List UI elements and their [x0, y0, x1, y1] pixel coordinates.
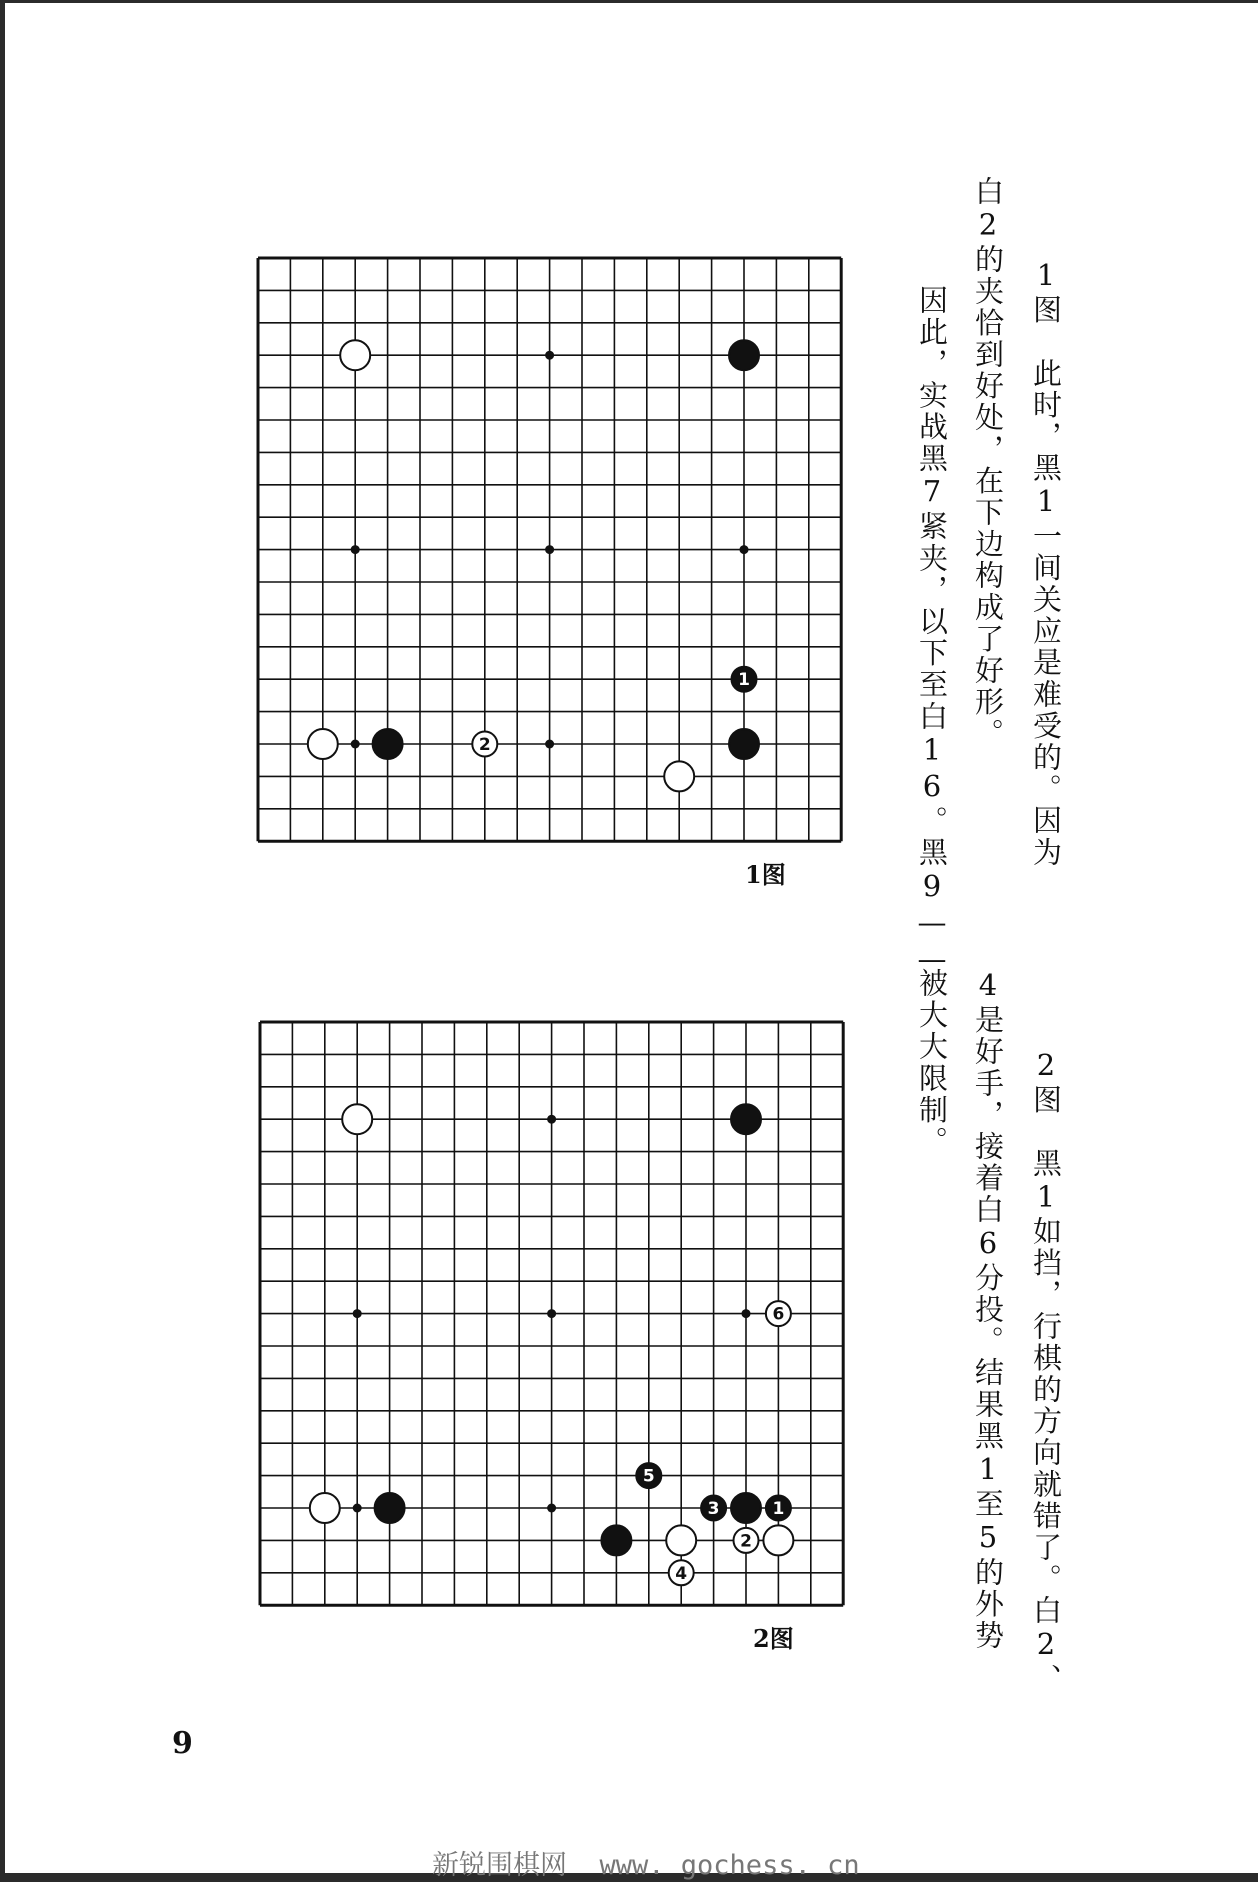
page-number: 9	[172, 1726, 193, 1761]
white-stone	[340, 340, 370, 370]
star-point	[547, 1115, 556, 1124]
white-stone	[342, 1104, 372, 1134]
star-point	[545, 740, 554, 749]
star-point	[351, 545, 360, 554]
commentary-line: 因此，实战黑7紧夹，以下至白16。黑9——	[915, 285, 949, 979]
diagram-caption-2: 2图	[753, 1624, 794, 1653]
white-stone	[763, 1525, 793, 1555]
white-stone	[664, 761, 694, 791]
diagram-caption-1: 1图	[745, 860, 786, 889]
commentary-line: 2图 黑1如挡，行棋的方向就错了。白2、	[1029, 1048, 1063, 1695]
move-number: 1	[738, 670, 750, 691]
white-stone	[472, 732, 497, 757]
commentary-line: 4是好手，接着白6分投。结果黑1至5的外势	[971, 968, 1005, 1652]
move-number: 6	[772, 1304, 785, 1325]
star-point	[740, 545, 749, 554]
white-stone	[666, 1525, 696, 1555]
star-point	[545, 351, 554, 360]
black-stone	[701, 1496, 726, 1521]
black-stone	[731, 1493, 761, 1523]
go-board-diagram-2	[258, 1020, 848, 1610]
white-stone	[308, 729, 338, 759]
white-stone	[669, 1560, 694, 1585]
move-number: 2	[478, 735, 491, 755]
black-stone	[731, 1104, 761, 1134]
move-number: 5	[642, 1466, 655, 1487]
white-stone	[310, 1493, 340, 1523]
star-point	[547, 1504, 556, 1513]
star-point	[545, 545, 554, 554]
star-point	[351, 740, 360, 749]
commentary-line: 白2的夹恰到好处，在下边构成了好形。	[971, 176, 1005, 750]
black-stone	[375, 1493, 405, 1523]
watermark-footer: 新锐围棋网 www. gochess. cn	[432, 1850, 860, 1881]
black-stone	[729, 729, 759, 759]
black-stone	[373, 729, 403, 759]
move-number: 4	[675, 1563, 688, 1584]
move-number: 2	[740, 1531, 752, 1552]
go-board-diagram-1	[256, 256, 846, 846]
move-number: 1	[772, 1499, 785, 1519]
commentary-line: 被大大限制。	[915, 968, 949, 1158]
black-stone	[732, 667, 757, 692]
move-number: 3	[707, 1499, 720, 1519]
star-point	[742, 1309, 751, 1318]
white-stone	[766, 1301, 791, 1326]
white-stone	[734, 1528, 759, 1553]
black-stone	[636, 1463, 661, 1488]
star-point	[353, 1309, 362, 1318]
black-stone	[729, 340, 759, 370]
commentary-line: 1图 此时，黑1一间关应是难受的。因为	[1029, 258, 1063, 869]
star-point	[547, 1309, 556, 1318]
star-point	[353, 1504, 362, 1513]
black-stone	[601, 1525, 631, 1555]
black-stone	[766, 1496, 791, 1521]
